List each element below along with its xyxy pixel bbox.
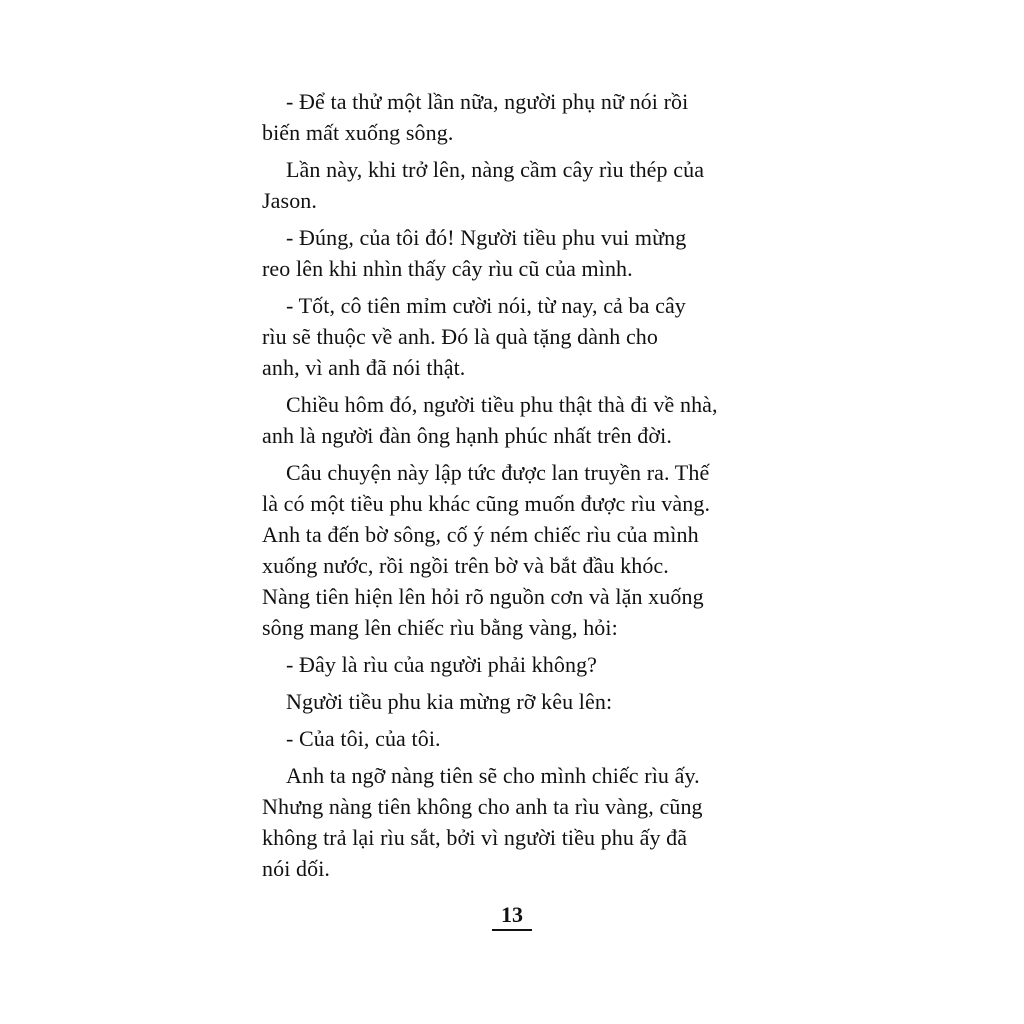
- text-line: xuống nước, rồi ngồi trên bờ và bắt đầu khóc.: [262, 553, 669, 578]
- paragraph-1: [262, 86, 762, 148]
- text-line: - Đây là rìu của người phải không?: [286, 652, 598, 677]
- paragraph-10: [262, 760, 762, 884]
- paragraph-6: [262, 457, 762, 643]
- text-line: không trả lại rìu sắt, bởi vì người tiều phu ấy đã: [262, 825, 688, 850]
- text-line: Nàng tiên hiện lên hỏi rõ nguồn cơn và lặn xuống: [262, 584, 704, 609]
- text-line: Nhưng nàng tiên không cho anh ta rìu vàng, cũng: [262, 794, 703, 819]
- text-line: biến mất xuống sông.: [262, 120, 454, 145]
- text-line: Jason.: [262, 188, 317, 213]
- text-line: Anh ta ngỡ nàng tiên sẽ cho mình chiếc rìu ấy.: [286, 763, 700, 788]
- text-line: reo lên khi nhìn thấy cây rìu cũ của mình.: [262, 256, 633, 281]
- text-line: - Tốt, cô tiên mỉm cười nói, từ nay, cả ba cây: [286, 293, 686, 318]
- text-line: - Của tôi, của tôi.: [286, 726, 441, 751]
- text-line: sông mang lên chiếc rìu bằng vàng, hỏi:: [262, 615, 618, 640]
- text-line: Câu chuyện này lập tức được lan truyền ra. Thế: [286, 460, 710, 485]
- paragraph-7: [262, 649, 762, 680]
- text-line: Người tiều phu kia mừng rỡ kêu lên:: [286, 689, 613, 714]
- page-number: 13: [492, 902, 532, 931]
- text-line: anh, vì anh đã nói thật.: [262, 355, 466, 380]
- paragraph-9: [262, 723, 762, 754]
- text-line: nói dối.: [262, 856, 331, 881]
- paragraph-3: [262, 222, 762, 284]
- text-line: Chiều hôm đó, người tiều phu thật thà đi về nhà,: [286, 392, 718, 417]
- paragraph-2: [262, 154, 762, 216]
- text-line: rìu sẽ thuộc về anh. Đó là quà tặng dành cho: [262, 324, 659, 349]
- text-line: Lần này, khi trở lên, nàng cầm cây rìu thép của: [286, 157, 705, 182]
- text-line: anh là người đàn ông hạnh phúc nhất trên đời.: [262, 423, 672, 448]
- text-line: là có một tiều phu khác cũng muốn được rìu vàng.: [262, 491, 711, 516]
- text-line: - Để ta thử một lần nữa, người phụ nữ nói rồi: [286, 89, 689, 114]
- story-text: [262, 86, 762, 890]
- text-line: Anh ta đến bờ sông, cố ý ném chiếc rìu của mình: [262, 522, 699, 547]
- paragraph-5: [262, 389, 762, 451]
- text-line: - Đúng, của tôi đó! Người tiều phu vui mừng: [286, 225, 687, 250]
- paragraph-4: [262, 290, 762, 383]
- paragraph-8: [262, 686, 762, 717]
